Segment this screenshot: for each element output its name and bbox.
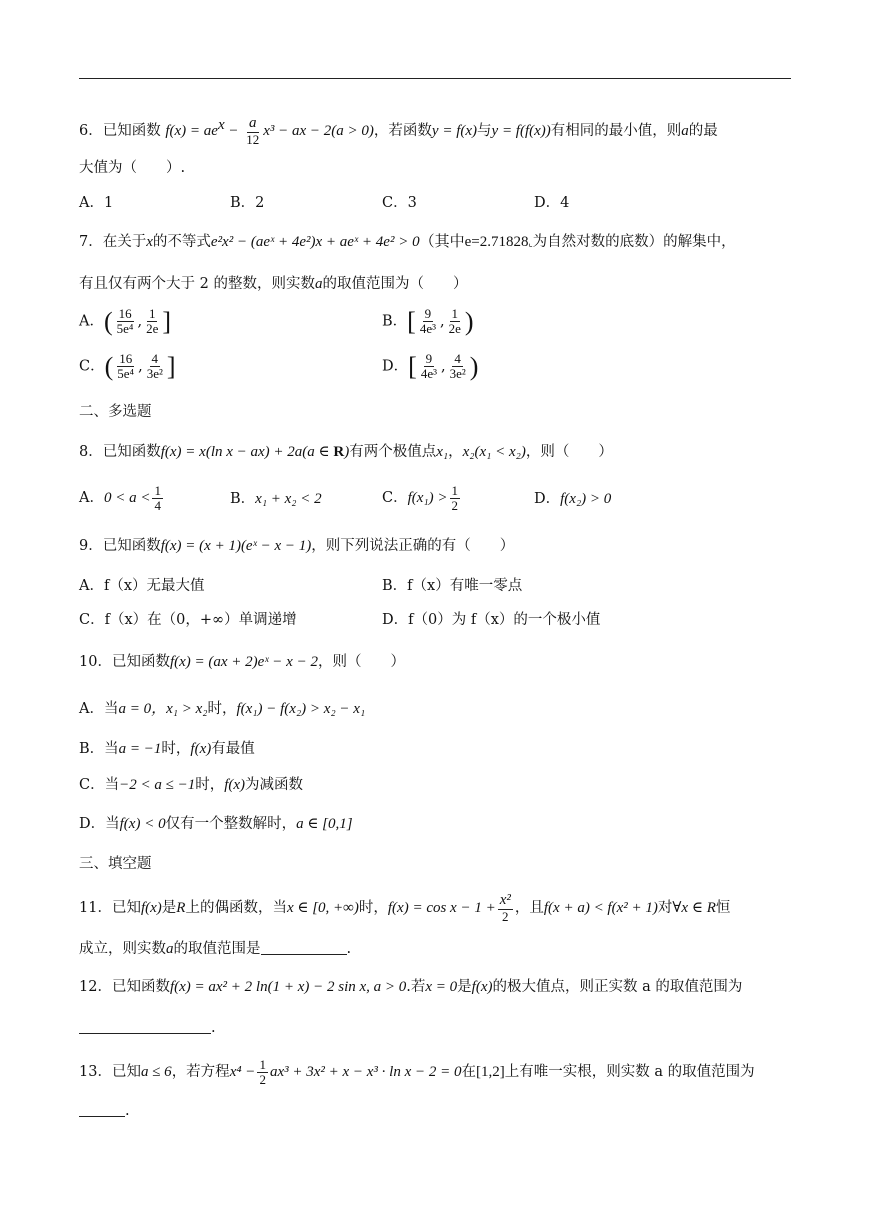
q8-option-b: B．x₁ + x₂ < 2 [230,491,322,507]
question-12-line-2: . [79,1019,216,1037]
q8-option-a: A．0 < a < $\frac{1}{4}$ [79,483,161,513]
section-heading-fill-in: 三、填空题 [79,856,152,872]
q10-option-b: B．当a = −1时，f(x)有最值 [79,741,255,757]
question-number: 7． [79,234,103,250]
question-6-line-1: 6．已知函数 $f(x) = ae^x$ − $\frac{a}{12}$ x³ − ax − 2(a > 0)，若函数y = f(x)与y = f(f(x))有相同的最小值，则a的最 [79,115,718,147]
question-7-line-1: 7．在关于x的不等式e²x² − (aeˣ + 4e²)x + aeˣ + 4e² > 0（其中e=2.71828⌞为自然对数的底数）的解集中， [79,234,736,250]
q7-option-a: A．( $\frac{16}{\text{5e⁴}}$ , $\frac{1}{2e}$ ] [79,306,172,337]
question-12-line-1: 12．已知函数f(x) = ax² + 2 ln(1 + x) − 2 sin x, a > 0.若x = 0是f(x)的极大值点，则正实数 a 的取值范围为 [79,979,743,995]
section-heading-multi-choice: 二、多选题 [79,404,152,420]
q6-option-c: C．3 [382,195,417,211]
answer-blank[interactable] [261,940,347,955]
question-number: 11． [79,900,112,917]
question-8-line-1: 8．已知函数f(x) = x(ln x − ax) + 2a(a ∈ R)有两个极值点x₁，x₂(x₁ < x₂)，则（ ） [79,444,613,460]
question-7-line-2: 有且仅有两个大于 2 的整数，则实数a的取值范围为（ ） [79,276,468,292]
question-number: 8． [79,444,103,460]
question-number: 10． [79,654,112,670]
answer-blank[interactable] [79,1019,211,1034]
q7-option-d: D．[ $\frac{9}{\text{4e³}}$ , $\frac{4}{\text{3e²}}$ ) [382,351,479,382]
question-6-line-2: 大值为（ ）. [79,160,186,176]
fraction: $\frac{a}{12}$ [246,115,260,147]
answer-blank[interactable] [79,1102,125,1117]
question-number: 12． [79,979,112,995]
question-11-line-2: 成立，则实数a的取值范围是 . [79,941,352,957]
q6-option-b: B．2 [230,195,265,211]
q6-option-d: D．4 [534,195,570,211]
question-number: 6． [79,123,103,140]
q6-option-a: A．1 [79,195,114,211]
q9-option-c: C．f（x）在（0，+∞）单调递增 [79,612,297,628]
q10-option-a: A．当a = 0，x₁ > x₂时，f(x₁) − f(x₂) > x₂ − x₁ [79,701,366,717]
q8-option-d: D．f(x₂) > 0 [534,491,612,507]
q7-option-c: C．( $\frac{16}{\text{5e⁴}}$ , $\frac{4}{\text{3e²}}$ ] [79,351,176,382]
question-13-line-1: 13．已知a ≤ 6，若方程x⁴ − $\frac{1}{2}$ ax³ + 3x² + x − x³ · ln x − 2 = 0在[1,2]上有唯一实根，则实数 a 的取值范围为 [79,1057,755,1087]
question-number: 13． [79,1064,112,1081]
question-9-line-1: 9．已知函数f(x) = (x + 1)(eˣ − x − 1)，则下列说法正确的有（ ） [79,538,515,554]
q7-option-b: B．[ $\frac{9}{\text{4e³}}$ , $\frac{1}{2e}$ ) [382,306,474,337]
question-number: 9． [79,538,103,554]
q8-option-c: C．f(x₁) > $\frac{1}{2}$ [382,483,459,513]
q9-option-a: A．f（x）无最大值 [79,578,205,594]
header-rule [79,78,791,79]
question-10-line-1: 10．已知函数f(x) = (ax + 2)eˣ − x − 2，则（ ） [79,654,405,670]
q10-option-c: C．当−2 < a ≤ −1时，f(x)为减函数 [79,777,304,793]
question-11-line-1: 11．已知f(x)是R上的偶函数，当x ∈ [0, +∞)时，f(x) = cos x − 1 + $\frac{\text{x²}}{2}$ ，且f(x + a) < f(x² + 1)对∀x ∈ R恒 [79,892,731,924]
q9-option-b: B．f（x）有唯一零点 [382,578,523,594]
question-13-line-2: . [79,1102,130,1120]
q9-option-d: D．f（0）为 f（x）的一个极小值 [382,612,601,628]
q10-option-d: D．当f(x) < 0仅有一个整数解时，a ∈ [0,1] [79,816,353,832]
